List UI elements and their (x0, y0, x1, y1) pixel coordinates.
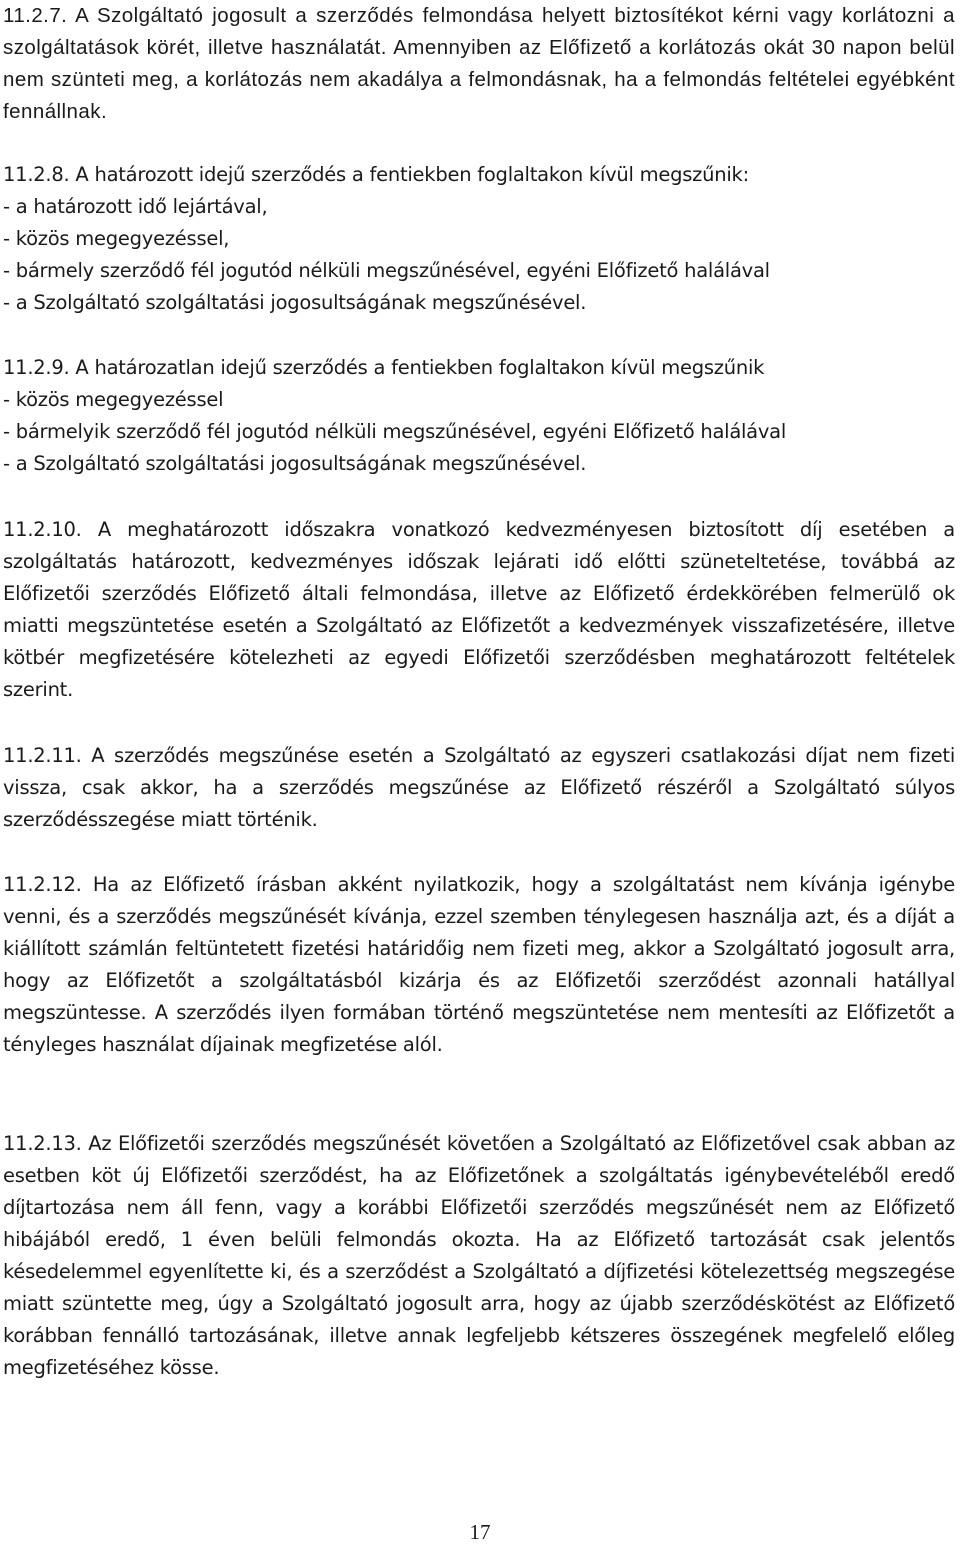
paragraph-11-2-9 (3, 352, 955, 480)
paragraph-11-2-8 (3, 159, 955, 319)
paragraph-11-2-12: 11.2.12. Ha az Előfizető írásban akként nyilatkozik, hogy a szolgáltatást nem kívánja igénybe venni, és a szerződés megszűnését kívánja, ezzel szemben ténylegesen használja azt, és a díját a kiállított számlán feltüntetett fizetési határidőig nem fizeti meg, akkor a Szolgáltató jogosult arra, hogy az Előfizetőt a szolgáltatásból kizárja és az Előfizetői szerződést azonnali hatállyal megszüntesse. A szerződés ilyen formában történő megszüntetése nem mentesíti az Előfizetőt a tényleges használat díjainak megfizetése alól. (3, 873, 955, 1056)
paragraph-11-2-8-heading: 11.2.8. A határozott idejű szerződés a fentiekben foglaltakon kívül megszűnik: (3, 163, 749, 186)
list-item: - a Szolgáltató szolgáltatási jogosultságának megszűnésével. (3, 291, 587, 314)
paragraph-11-2-11: 11.2.11. A szerződés megszűnése esetén a Szolgáltató az egyszeri csatlakozási díjat nem fizeti vissza, csak akkor, ha a szerződés megszűnése az Előfizető részéről a Szolgáltató súlyos szerződésszegése miatt történik. (3, 744, 955, 831)
paragraph-11-2-7: 11.2.7. A Szolgáltató jogosult a szerződés felmondása helyett biztosítékot kérni vagy korlátozni a szolgáltatások körét, illetve használatát. Amennyiben az Előfizető a korlátozás okát 30 napon belül nem szünteti meg, a korlátozás nem akadálya a felmondásnak, ha a felmondás feltételei egyébként fennállnak. (3, 4, 955, 123)
list-item: - közös megegyezéssel, (3, 227, 230, 250)
list-item: - a Szolgáltató szolgáltatási jogosultságának megszűnésével. (3, 452, 587, 475)
list-item: - közös megegyezéssel (3, 388, 224, 411)
paragraph-11-2-10: 11.2.10. A meghatározott időszakra vonatkozó kedvezményesen biztosított díj esetében a szolgáltatás határozott, kedvezményes időszak lejárati idő előtti szüneteltetése, továbbá az Előfizetői szerződés Előfizető általi felmondása, illetve az Előfizető érdekkörében felmerülő ok miatti megszüntetése esetén a Szolgáltató az Előfizetőt a kedvezmények visszafizetésére, illetve kötbér megfizetésére kötelezheti az egyedi Előfizetői szerződésben meghatározott feltételek szerint. (3, 518, 955, 701)
list-item: - bármely szerződő fél jogutód nélküli megszűnésével, egyéni Előfizető halálával (3, 259, 770, 282)
paragraph-11-2-13: 11.2.13. Az Előfizetői szerződés megszűnését követően a Szolgáltató az Előfizetővel csak abban az esetben köt új Előfizetői szerződést, ha az Előfizetőnek a szolgáltatás igénybevételéből eredő díjtartozása nem áll fenn, vagy a korábbi Előfizetői szerződés megszűnését nem az Előfizető hibájából eredő, 1 éven belüli felmondás okozta. Ha az Előfizető tartozását csak jelentős késedelemmel egyenlítette ki, és a szerződést a Szolgáltató a díjfizetési kötelezettség megszegése miatt szüntette meg, úgy a Szolgáltató jogosult arra, hogy az újabb szerződéskötést az Előfizető korábban fennálló tartozásának, illetve annak legfeljebb kétszeres összegének megfelelő előleg megfizetéséhez kösse. (3, 1132, 955, 1379)
paragraph-11-2-9-heading: 11.2.9. A határozatlan idejű szerződés a fentiekben foglaltakon kívül megszűnik (3, 356, 765, 379)
page-number: 17 (469, 1520, 491, 1544)
list-item: - bármelyik szerződő fél jogutód nélküli megszűnésével, egyéni Előfizető halálával (3, 420, 787, 443)
list-item: - a határozott idő lejártával, (3, 195, 268, 218)
